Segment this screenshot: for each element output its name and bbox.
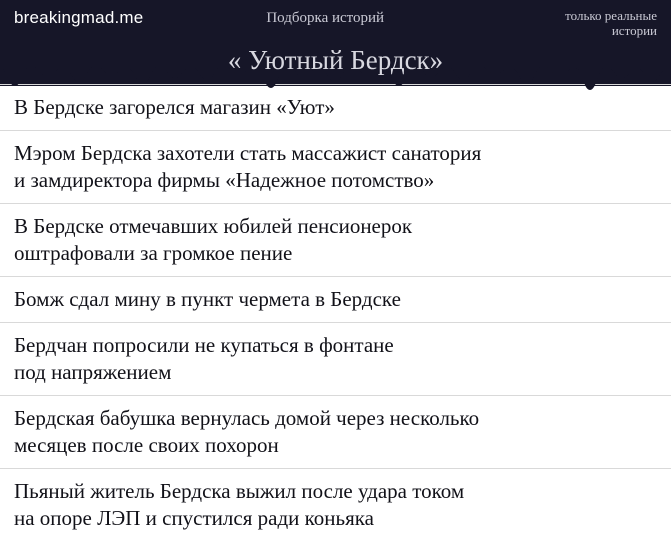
headline-line: и замдиректора фирмы «Надежное потомство»	[14, 168, 435, 192]
headline-line: оштрафовали за громкое пение	[14, 241, 293, 265]
page-title: « Уютный Бердск»	[227, 45, 444, 75]
header-tagline-line1: только реальные	[565, 8, 657, 23]
headline-line: Мэром Бердска захотели стать массажист санатория	[14, 141, 482, 165]
headline-line: Бердчан попросили не купаться в фонтане	[14, 333, 394, 357]
list-item[interactable]	[0, 468, 671, 541]
headline-line: на опоре ЛЭП и спустился ради коньяка	[14, 506, 374, 530]
list-item[interactable]	[0, 276, 671, 322]
list-item[interactable]	[0, 395, 671, 468]
header-subtitle: Подборка историй	[266, 10, 385, 26]
headline-line: месяцев после своих похорон	[14, 433, 279, 457]
headline-line: Пьяный житель Бердска выжил после удара током	[14, 479, 465, 503]
headline-line: В Бердске загорелся магазин «Уют»	[14, 95, 335, 119]
list-item[interactable]	[0, 203, 671, 276]
site-brand[interactable]: breakingmad.me	[14, 8, 144, 27]
list-item[interactable]	[0, 322, 671, 395]
headline-line: Бомж сдал мину в пункт чермета в Бердске	[14, 287, 401, 311]
header-tagline-line2: истории	[611, 23, 657, 38]
headline-line: Бердская бабушка вернулась домой через несколько	[14, 406, 480, 430]
header-row	[0, 0, 671, 38]
header-tagline	[507, 8, 657, 38]
headline-line: под напряжением	[14, 360, 172, 384]
headline-list	[0, 84, 671, 541]
headline-line: В Бердске отмечавших юбилей пенсионерок	[14, 214, 413, 238]
list-item[interactable]	[0, 130, 671, 203]
